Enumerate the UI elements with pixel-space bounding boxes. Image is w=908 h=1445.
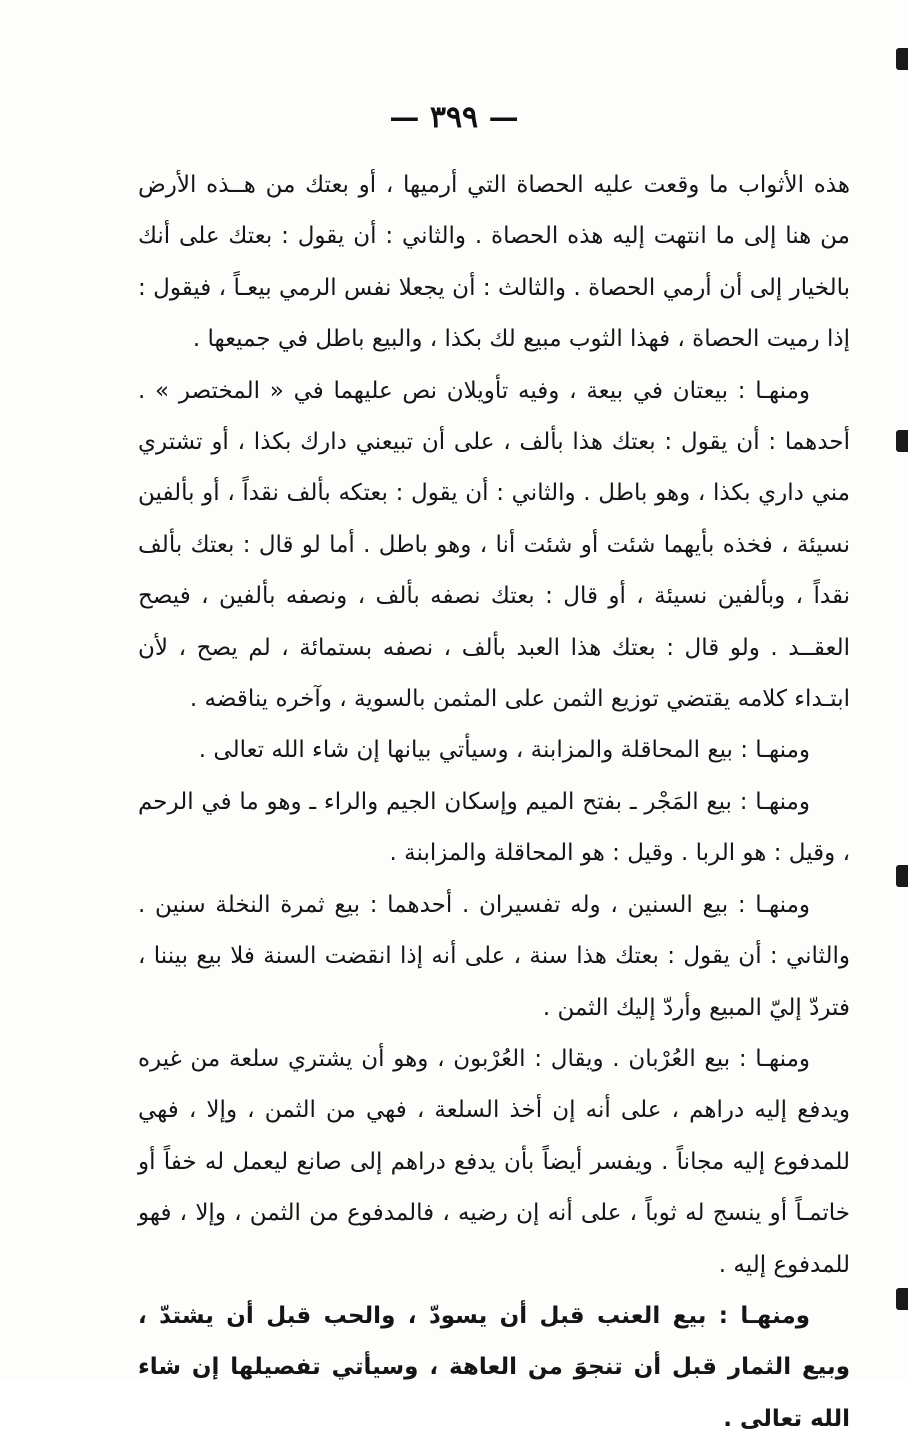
scan-edge-mark: [896, 430, 908, 452]
paragraph: ومنهـا : بيع العنب قبل أن يسودّ ، والحب قبل أن يشتدّ ، وبيع الثمار قبل أن تنجوَ من العاهة ، وسيأتي تفصيلها إن شاء الله تعالى .: [138, 1302, 850, 1432]
paragraph: ومنهـا : بيع المحاقلة والمزابنة ، وسيأتي بيانها إن شاء الله تعالى .: [198, 737, 810, 764]
paragraph: ومنهـا : بيع السنين ، وله تفسيران . أحدهما : بيع ثمرة النخلة سنين . والثاني : أن يقول : بعتك هذا سنة ، على أنه إذا انقضت السنة فلا بيع بيننا ، فتردّ إليّ المبيع وأردّ إليك الثمن .: [138, 891, 850, 1021]
paragraph: ومنهـا : بيع العُرْبان . ويقال : العُرْبون ، وهو أن يشتري سلعة من غيره ويدفع إليه دراهم ، على أنه إن أخذ السلعة ، فهي من الثمن ، وإلا ، فهي للمدفوع إليه مجاناً . ويفسر أيضاً بأن يدفع دراهم إلى صانع ليعمل له خفاً أو خاتمـاً أو ينسج له ثوباً ، على أنه إن رضيه ، فالمدفوع من الثمن ، وإلا ، فهو للمدفوع إليه .: [138, 1045, 850, 1278]
page-number: — ٣٩٩ —: [389, 100, 519, 135]
scan-edge-mark: [896, 48, 908, 70]
paragraph: ومنهـا : بيع المَجْر ـ بفتح الميم وإسكان الجيم والراء ـ وهو ما في الرحم ، وقيل : هو الربا . وقيل : هو المحاقلة والمزابنة .: [138, 788, 850, 867]
body-text: [138, 160, 850, 1445]
paragraph: ومنهـا : بيعتان في بيعة ، وفيه تأويلان نص عليهما في « المختصر » . أحدهما : أن يقول : بعتك هذا بألف ، على أن تبيعني دارك بكذا ، أو تشتري مني داري بكذا ، وهو باطل . والثاني : أن يقول : بعتكه بألف نقداً ، أو بألفين نسيئة ، فخذه بأيهما شئت أو شئت أنا ، وهو باطل . أما لو قال : بعتك بألف نقداً ، وبألفين نسيئة ، أو قال : بعتك نصفه بألف ، ونصفه بألفين ، فيصح العقــد . ولو قال : بعتك هذا العبد بألف ، نصفه بستمائة ، لم يصح ، لأن ابتـداء كلامه يقتضي توزيع الثمن على المثمن بالسوية ، وآخره يناقضه .: [138, 377, 850, 713]
scan-edge-mark: [896, 865, 908, 887]
paragraph: هذه الأثواب ما وقعت عليه الحصاة التي أرميها ، أو بعتك من هــذه الأرض من هنا إلى ما انتهت إليه هذه الحصاة . والثاني : أن يقول : بعتك على أنك بالخيار إلى أن أرمي الحصاة . والثالث : أن يجعلا نفس الرمي بيعـاً ، فيقول : إذا رميت الحصاة ، فهذا الثوب مبيع لك بكذا ، والبيع باطل في جميعها .: [138, 172, 850, 353]
scan-edge-mark: [896, 1288, 908, 1310]
